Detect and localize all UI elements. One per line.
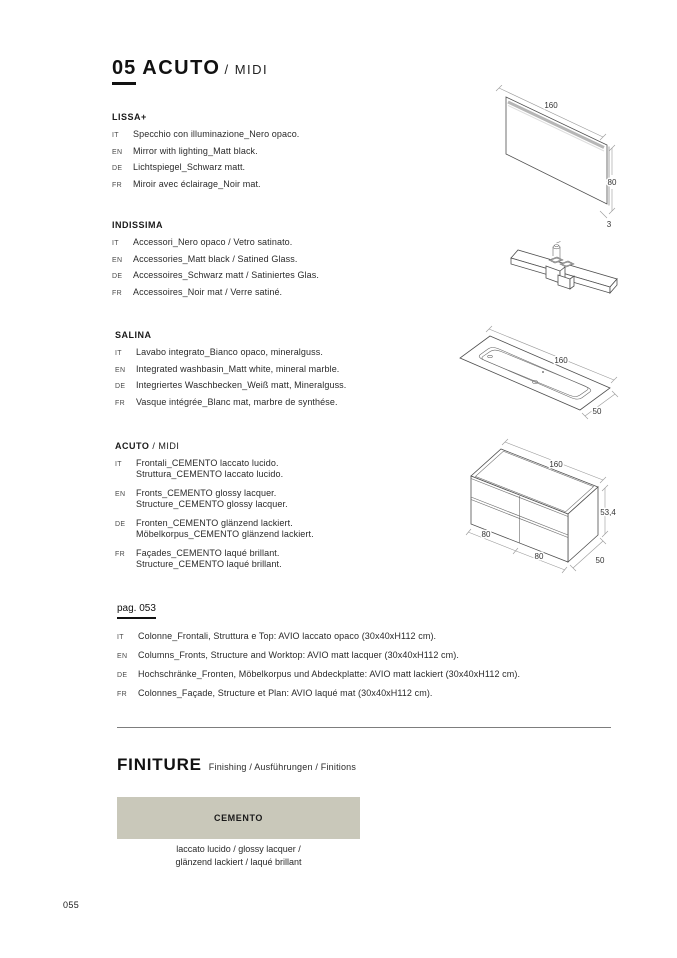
section-title: LISSA+ — [112, 112, 147, 122]
title-name: ACUTO — [142, 57, 221, 79]
washbasin-diagram — [458, 324, 663, 422]
caption-line: glänzend lackiert / laqué brillant — [175, 857, 302, 867]
lang-code: IT — [115, 461, 122, 468]
lang-code: EN — [112, 256, 123, 264]
dim-mirror-depth: 3 — [606, 220, 612, 229]
lang-entry — [115, 380, 460, 392]
lang-code: DE — [112, 273, 123, 280]
lang-code: DE — [117, 672, 128, 679]
lang-text: Hochschränke_Fronten, Möbelkorpus und Abdeckplatte: AVIO matt lackiert (30x40xH112 cm). — [138, 669, 521, 679]
lang-code: FR — [117, 691, 127, 698]
lang-entry — [115, 488, 460, 510]
finish-swatch-cemento — [117, 797, 360, 839]
lang-entry — [112, 287, 457, 299]
lang-text: Fronten_CEMENTO glänzend lackiert. Möbelkorpus_CEMENTO glänzend lackiert. — [136, 518, 314, 539]
section-title: ACUTO / MIDI — [115, 441, 180, 451]
lang-text: Lichtspiegel_Schwarz matt. — [133, 162, 246, 172]
dim-cabinet-width: 160 — [549, 460, 563, 469]
lang-entry — [112, 162, 457, 174]
lang-code: EN — [112, 148, 123, 156]
lang-entry — [112, 254, 457, 266]
lang-code: EN — [115, 491, 126, 498]
lang-text: Miroir avec éclairage_Noir mat. — [133, 178, 261, 189]
page-reference-label: pag. 053 — [117, 603, 156, 619]
lang-entry — [112, 146, 457, 158]
lang-entry — [115, 548, 460, 570]
dim-cabinet-left: 80 — [481, 530, 491, 539]
section-divider — [117, 727, 611, 728]
section-title: INDISSIMA — [112, 220, 164, 230]
lang-code: DE — [115, 383, 126, 390]
page-reference — [117, 598, 637, 707]
lang-code: EN — [115, 366, 126, 374]
lang-code: FR — [112, 289, 122, 297]
lang-text: Mirror with lighting_Matt black. — [133, 145, 258, 156]
dim-cabinet-height: 53,4 — [600, 508, 616, 517]
lang-text: Vasque intégrée_Blanc mat, marbre de synthése. — [136, 396, 338, 407]
lang-entry — [112, 270, 457, 282]
lang-entry — [117, 631, 637, 643]
lang-text: Lavabo integrato_Bianco opaco, mineralguss. — [136, 347, 323, 357]
lang-entry — [112, 129, 457, 141]
lang-text: Accessories_Matt black / Satined Glass. — [133, 253, 298, 264]
lang-code: IT — [112, 132, 119, 139]
cabinet-diagram — [453, 438, 673, 578]
section-title: SALINA — [115, 330, 152, 340]
lang-entry — [115, 518, 460, 540]
dim-cabinet-bottom: 80 — [534, 552, 544, 561]
lang-entry — [115, 397, 460, 409]
finiture-header — [117, 755, 356, 775]
lang-code: IT — [117, 634, 124, 641]
lang-entry — [117, 688, 637, 700]
section-acuto-midi — [115, 441, 460, 578]
lang-code: FR — [112, 181, 122, 189]
finiture-title: FINITURE — [117, 755, 202, 774]
swatch-caption — [117, 843, 360, 869]
lang-code: DE — [115, 521, 126, 528]
caption-line: laccato lucido / glossy lacquer / — [176, 844, 301, 854]
lang-entry — [117, 669, 637, 681]
dim-mirror-width: 160 — [544, 101, 558, 110]
title-number: 05 — [112, 57, 136, 85]
lang-code: DE — [112, 165, 123, 172]
lang-text: Integrated washbasin_Matt white, mineral marble. — [136, 363, 340, 374]
lang-entry — [115, 364, 460, 376]
dim-cabinet-depth: 50 — [595, 556, 605, 565]
lang-text: Integriertes Waschbecken_Weiß matt, Mineralguss. — [136, 380, 347, 390]
lang-text: Colonnes_Façade, Structure et Plan: AVIO laqué mat (30x40xH112 cm). — [138, 688, 433, 698]
lang-text: Accessoires_Noir mat / Verre satiné. — [133, 286, 283, 297]
swatch-label: CEMENTO — [213, 813, 264, 823]
lang-entry — [117, 650, 637, 662]
lang-text: Specchio con illuminazione_Nero opaco. — [133, 129, 300, 139]
lang-text: Façades_CEMENTO laqué brillant. Structure_CEMENTO laqué brillant. — [136, 548, 282, 569]
dim-basin-depth: 50 — [592, 407, 602, 416]
lang-text: Accessori_Nero opaco / Vetro satinato. — [133, 237, 293, 247]
title-variant: / MIDI — [224, 62, 269, 77]
page-title — [112, 57, 268, 85]
lang-entry — [115, 347, 460, 359]
lang-text: Columns_Fronts, Structure and Worktop: AVIO matt lacquer (30x40xH112 cm). — [138, 650, 459, 660]
lang-entry — [115, 458, 460, 480]
accessories-diagram — [503, 236, 625, 306]
dim-basin-width: 160 — [554, 356, 568, 365]
section-lissa — [112, 112, 457, 195]
section-indissima — [112, 220, 457, 303]
mirror-diagram — [483, 85, 638, 233]
lang-text: Fronts_CEMENTO glossy lacquer. Structure_CEMENTO glossy lacquer. — [136, 488, 288, 509]
lang-text: Accessoires_Schwarz matt / Satiniertes Glas. — [133, 270, 319, 280]
lang-code: IT — [115, 350, 122, 357]
lang-code: EN — [117, 653, 128, 660]
dim-mirror-height: 80 — [607, 178, 617, 187]
lang-entry — [112, 179, 457, 191]
lang-code: FR — [115, 399, 125, 407]
finiture-subtitle: Finishing / Ausführungen / Finitions — [208, 762, 357, 772]
lang-text: Colonne_Frontali, Struttura e Top: AVIO laccato opaco (30x40xH112 cm). — [138, 631, 437, 641]
lang-code: IT — [112, 240, 119, 247]
lang-code: FR — [115, 551, 125, 558]
page-number: 055 — [63, 900, 80, 910]
lang-entry — [112, 237, 457, 249]
lang-text: Frontali_CEMENTO laccato lucido. Struttura_CEMENTO laccato lucido. — [136, 458, 284, 479]
section-salina — [115, 330, 460, 413]
